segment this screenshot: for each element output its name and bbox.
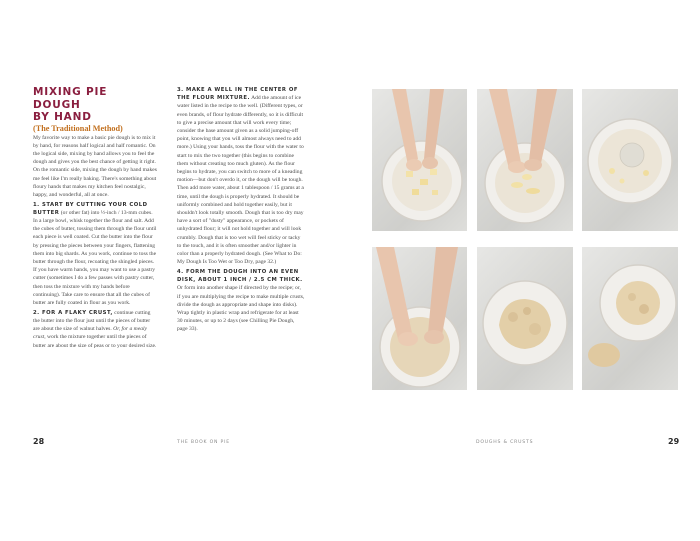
recipe-subtitle: (The Traditional Method) [33, 123, 123, 133]
step-1-text: (or other fat) into ½-inch / 13-mm cubes. In a large bowl, whisk together the flour and salt. Add the cubes of butter, tossing them through the flour until each piece is well coated. Cut the butter into the flour by pressing the pieces between your fingers, flattening them into big shards. As you work, continue to toss the butter through the flour, recoating the shingled pieces. If you have warm hands, you may want to use a pastry cutter (sometimes I do a few passes with pastry cutter, then toss the mixture with my hands before continuing). Take care to ensure that all the cubes of butter are fully coated in flour as you work. [33, 209, 157, 307]
step-4 [177, 268, 305, 334]
running-head-left: THE BOOK ON PIE [177, 440, 230, 445]
step-3-text: Add the amount of ice water listed in the recipe to the well. (Different types, or even brands, of flour hydrate differently, so it is difficult to give a precise amount that will work every time; consider the base amount given as a solid jumping-off point, knowing that you will almost always need to add more.) Using your hands, toss the flour with the water to start to mix the two together (this begins to combine them without creating too much gluten). As the flour begins to hydrate, you can switch to more of a kneading motion—but don't overdo it, or the dough will be tough. Then add more water, about 1 tablespoon / 15 grams at a time, until the dough is properly hydrated. It should be uniformly combined and hold together easily, but it shouldn't look totally smooth. Dough that is too dry may have a sort of "dusty" appearance, or pockets of unhydrated flour; it will not hold together and will look crumbly. Dough that is too wet will feel sticky or tacky to the touch, and it is often smoother and/or lighter in color than a properly hydrated dough. (See What to Do: My Dough Is Too Wet or Too Dry, page 32.) [177, 95, 304, 266]
step-4-heading: 4. FORM THE DOUGH INTO AN EVEN DISK, ABOUT 1 INCH / 2.5 CM THICK. [177, 268, 303, 284]
step-2-text-b: work the mixture together until the pieces of butter are about the size of peas or to your desired size. [33, 334, 157, 349]
recipe-title-line1: MIXING PIE DOUGH [33, 86, 108, 111]
step-2-heading: 2. FOR A FLAKY CRUST, [33, 309, 113, 316]
step-1-heading: 1. START BY CUTTING YOUR COLD BUTTER [33, 201, 148, 216]
step-3 [177, 86, 305, 266]
recipe-title-line2: BY HAND [33, 111, 92, 123]
step-4-text: Or form into another shape if directed by the recipe; or, if you are multiplying the recipe to make multiple crusts, divide the dough as appropriate and shape into disks). Wrap tightly in plastic wrap and refrigerate for at least 30 minutes, or up to 2 days (see Chilling Pie Dough, page 33). [177, 285, 305, 333]
photo-cutting-butter [372, 89, 467, 231]
step-2-italic: Or, for a mealy crust, [33, 326, 148, 341]
photo-pressing-butter [477, 89, 573, 231]
page-number-right: 29 [668, 437, 680, 446]
running-head-right: DOUGHS & CRUSTS [476, 440, 534, 445]
photo-dough-disk [582, 247, 678, 390]
left-column-1 [33, 86, 157, 350]
intro-paragraph: My favorite way to make a basic pie dough is to mix it by hand, for reasons half logical and half romantic. On the logical side, mixing by hand allows you to feel the dough and gives you the best chance of getting it right. On the romantic side, mixing the dough by hand makes me feel like I'm really baking. There's something about floury hands that makes my kitchen feel nostalgic, happy, and wonderful, all at once. [33, 134, 157, 198]
page-number-left: 28 [33, 437, 45, 446]
step-2-text-a: continue cutting the butter into the flour just until the pieces of butter are about the size of walnut halves. [33, 309, 151, 333]
step-1 [33, 201, 157, 308]
photo-shaggy-dough [477, 247, 573, 390]
photo-tossing-flour [372, 247, 467, 390]
left-column-2 [177, 86, 305, 334]
step-2 [33, 309, 157, 350]
photo-adding-water [582, 89, 678, 231]
step-3-heading: 3. MAKE A WELL IN THE CENTER OF THE FLOUR MIXTURE. [177, 87, 298, 102]
